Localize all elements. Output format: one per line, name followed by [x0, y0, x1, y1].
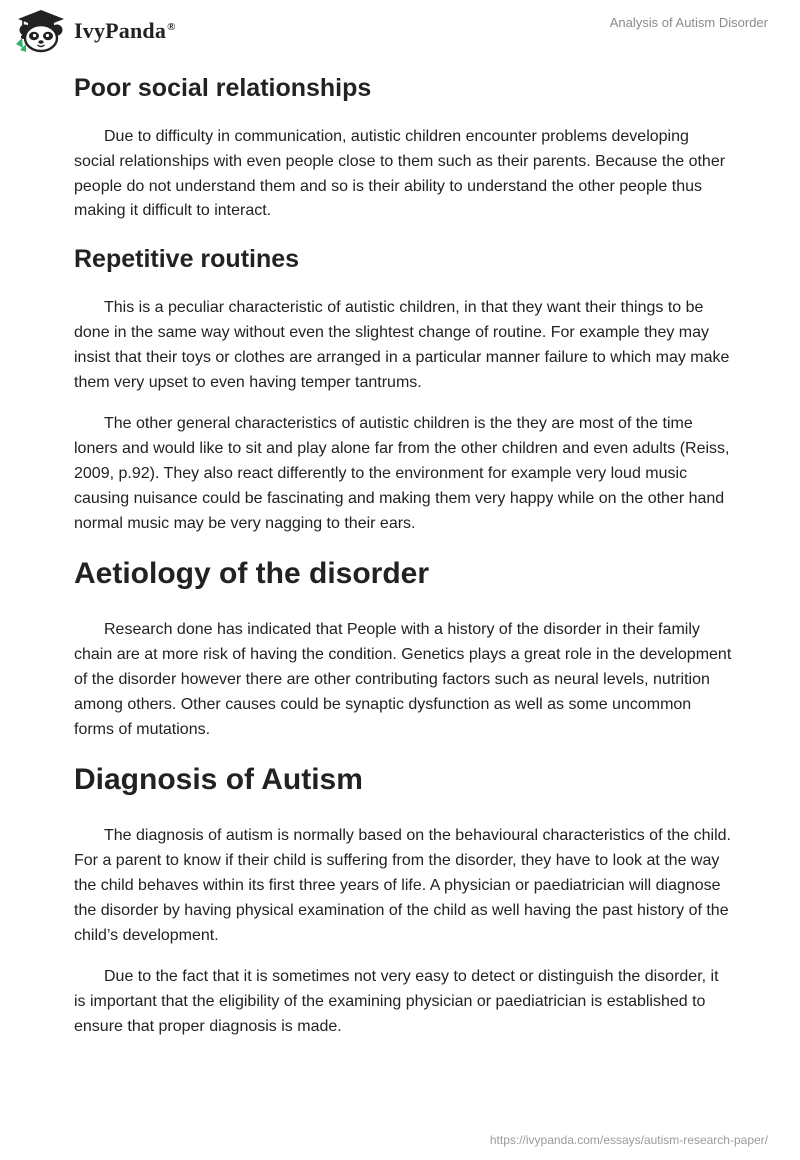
paragraph: Due to the fact that it is sometimes not very easy to detect or distinguish the disorder, it is important that the eligibility of the examining physician or paediatrician is established to ensure that proper diagnosis is made. [74, 968, 719, 1035]
paragraph: This is a peculiar characteristic of autistic children, in that they want their things to be done in the same way without even the slightest change of routine. For example they may insist that their toys or clothes are arranged in a particular manner failure to which may make them very upset to even having temper tantrums. [74, 299, 730, 391]
section-heading-aetiology: Aetiology of the disorder [74, 557, 430, 591]
paragraph: Research done has indicated that People with a history of the disorder in their family chain are at more risk of having the condition. Genetics plays a great role in the development of the disorder however there are other contributing factors such as neural levels, nutrition among others. Other causes could be synaptic dysfunction as well as some uncommon forms of mutations. [74, 621, 732, 738]
paragraph: The other general characteristics of autistic children is the they are most of the time loners and would like to sit and play alone far from the other children and even adults (Reiss, 2009, p.92). They also react differently to the environment for example very loud music causing nuisance could be fascinating and making them very happy while on the other hand normal music may be very nagging to their ears. [74, 415, 730, 532]
panda-logo-icon [14, 8, 68, 54]
paragraph: Due to difficulty in communication, autistic children encounter problems developing social relationships with even people close to them such as their parents. Because the other people do not understand them and so is their ability to understand the other people thus making it difficult to interact. [74, 128, 726, 220]
document-title: Analysis of Autism Disorder [609, 15, 768, 30]
section-heading-diagnosis: Diagnosis of Autism [74, 763, 363, 797]
paragraph: The diagnosis of autism is normally based on the behavioural characteristics of the child. For a parent to know if their child is suffering from the disorder, they have to look at the way the child behaves within its first three years of life. A physician or paediatrician will diagnose the disorder by having physical examination of the child as well having the past history of the child’s development. [74, 827, 731, 944]
registered-mark: ® [167, 20, 176, 33]
essay-content [74, 70, 734, 1040]
ivypanda-logo[interactable] [14, 8, 176, 54]
section-heading-repetitive-routines: Repetitive routines [74, 245, 300, 274]
section-heading-poor-social-relationships: Poor social relationships [74, 74, 372, 102]
brand-name: IvyPanda® [74, 18, 176, 43]
page-header [0, 0, 800, 64]
source-url-link[interactable]: https://ivypanda.com/essays/autism-research-paper/ [489, 1133, 768, 1147]
